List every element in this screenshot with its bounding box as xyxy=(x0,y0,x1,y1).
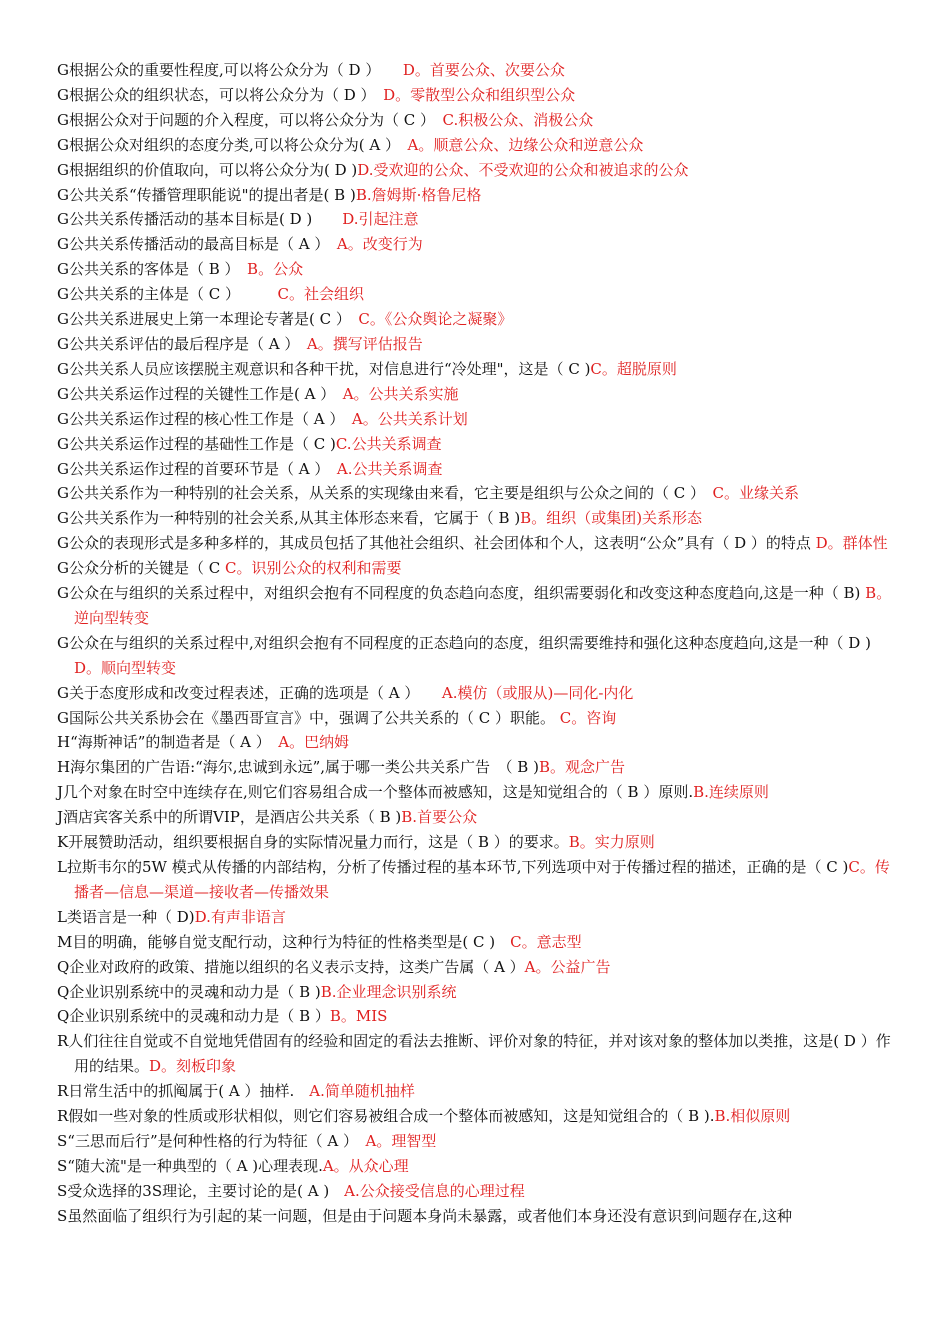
qa-entry xyxy=(57,581,893,631)
question-text: G公共关系的主体是（ C ） xyxy=(57,285,278,304)
question-text: G公共关系作为一种特别的社会关系,从其主体形态来看，它属于（ B ) xyxy=(57,509,521,528)
question-text: G公共关系评估的最后程序是（ A ） xyxy=(57,334,307,353)
qa-entry xyxy=(57,481,893,506)
answer-text: B.詹姆斯·格鲁尼格 xyxy=(355,185,482,204)
answer-text: C。《公众舆论之凝聚》 xyxy=(358,310,513,329)
answer-text: A。从众心理 xyxy=(322,1156,409,1175)
qa-entry xyxy=(57,133,893,158)
qa-entry xyxy=(57,506,893,531)
answer-text: C。意志型 xyxy=(510,932,582,951)
question-text: G国际公共关系协会在《墨西哥宣言》中，强调了公共关系的（ C ）职能。 xyxy=(57,708,560,727)
qa-entry xyxy=(57,631,893,681)
answer-text: B。观念广告 xyxy=(538,758,625,777)
answer-text: D.有声非语言 xyxy=(194,907,286,926)
qa-entry xyxy=(57,183,893,208)
question-text: L拉斯韦尔的5W 模式从传播的内部结构，分析了传播过程的基本环节,下列选项中对于传播过程的描述，正确的是（ C ) xyxy=(57,858,849,876)
question-text: J酒店宾客关系中的所谓VIP，是酒店公共关系（ B ) xyxy=(57,808,402,827)
answer-text: A。改变行为 xyxy=(336,235,423,254)
question-text: G公众分析的关键是（ C xyxy=(57,559,225,578)
qa-entry xyxy=(57,730,893,755)
question-text: G公共关系“传播管理职能说"的提出者是( B ) xyxy=(57,185,356,204)
qa-entry xyxy=(57,1129,893,1154)
answer-text: C。咨询 xyxy=(559,708,617,727)
qa-entry xyxy=(57,158,893,183)
answer-text: D。刻板印象 xyxy=(149,1057,237,1076)
qa-entry xyxy=(57,905,893,930)
answer-text: C。识别公众的权利和需要 xyxy=(225,559,402,578)
answer-text: A。公共关系计划 xyxy=(351,409,468,428)
answer-text: D。零散型公众和组织型公众 xyxy=(383,85,576,104)
question-text: Q企业对政府的政策、措施以组织的名义表示支持，这类广告属（ A ） xyxy=(57,957,525,976)
answer-text: D.受欢迎的公众、不受欢迎的公众和被追求的公众 xyxy=(357,160,689,179)
answer-text: C。超脱原则 xyxy=(590,359,677,378)
answer-text: B。公众 xyxy=(247,260,304,279)
answer-text: C.公共关系调查 xyxy=(335,434,442,453)
question-text: R日常生活中的抓阄属于( A ）抽样. xyxy=(57,1082,310,1101)
answer-text: A。公共关系实施 xyxy=(342,384,459,403)
qa-entry xyxy=(57,681,893,706)
question-text: G公共关系进展史上第一本理论专著是( C ） xyxy=(57,310,359,329)
qa-entry xyxy=(57,1179,893,1204)
qa-entry xyxy=(57,706,893,731)
answer-text: A.简单随机抽样 xyxy=(309,1082,415,1101)
qa-entry xyxy=(57,1029,893,1079)
answer-text: B.连续原则 xyxy=(693,783,769,802)
answer-text: B.相似原则 xyxy=(714,1107,791,1126)
qa-entry xyxy=(57,531,893,556)
question-text: G公共关系运作过程的关键性工作是( A ） xyxy=(57,384,343,403)
qa-entry xyxy=(57,207,893,232)
question-text: G公众在与组织的关系过程中,对组织会抱有不同程度的正态趋向的态度，组织需要维持和强化这种态度趋向,这是一种（ D ) xyxy=(57,633,871,652)
answer-text: B。实力原则 xyxy=(568,833,655,852)
question-text: H“海斯神话”的制造者是（ A ） xyxy=(57,733,279,752)
question-text: H海尔集团的广告语:“海尔,忠诚到永远”,属于哪一类公共关系广告 （ B ) xyxy=(57,758,539,777)
qa-entry xyxy=(57,930,893,955)
qa-entry xyxy=(57,955,893,980)
question-text: S“三思而后行”是何种性格的行为特征（ A ） xyxy=(57,1131,366,1150)
question-text: G公共关系运作过程的首要环节是（ A ） xyxy=(57,459,337,478)
answer-text: B。MIS xyxy=(329,1007,388,1026)
question-text: G公众的表现形式是多种多样的，其成员包括了其他社会组织、社会团体和个人，这表明“公众”具有（ D ）的特点 xyxy=(57,534,816,553)
answer-text: C.积极公众、消极公众 xyxy=(442,110,594,129)
answer-text: A。公益广告 xyxy=(524,957,611,976)
question-text: Q企业识别系统中的灵魂和动力是（ B ) xyxy=(57,982,321,1001)
qa-entry xyxy=(57,1104,893,1129)
question-text: G公共关系运作过程的核心性工作是（ A ） xyxy=(57,409,352,428)
answer-text: D。顺向型转变 xyxy=(74,658,177,677)
qa-entry xyxy=(57,232,893,257)
question-text: G根据公众的重要性程度,可以将公众分为（ D ） xyxy=(57,61,403,79)
qa-list xyxy=(57,58,893,1229)
question-text: J几个对象在时空中连续存在,则它们容易组合成一个整体而被感知，这是知觉组合的（ B ）原则. xyxy=(57,783,694,802)
qa-entry xyxy=(57,407,893,432)
qa-entry xyxy=(57,307,893,332)
question-text: G公共关系人员应该摆脱主观意识和各种干扰，对信息进行“冷处理"，这是（ C ) xyxy=(57,359,591,378)
qa-entry xyxy=(57,556,893,581)
qa-entry xyxy=(57,108,893,133)
qa-entry xyxy=(57,332,893,357)
question-text: R假如一些对象的性质或形状相似，则它们容易被组合成一个整体而被感知，这是知觉组合的（ B ). xyxy=(57,1107,715,1126)
answer-text: B.首要公众 xyxy=(401,808,478,827)
question-text: S“随大流"是一种典型的（ A )心理表现. xyxy=(57,1156,323,1175)
answer-text: B。组织（或集团)关系形态 xyxy=(520,509,703,528)
answer-text: B.企业理念识别系统 xyxy=(320,982,457,1001)
question-text: G根据公众的组织状态，可以将公众分为（ D ） xyxy=(57,85,384,104)
qa-entry xyxy=(57,83,893,108)
qa-entry xyxy=(57,1079,893,1104)
qa-entry xyxy=(57,357,893,382)
question-text: G公共关系作为一种特别的社会关系，从关系的实现缘由来看，它主要是组织与公众之间的（ C ） xyxy=(57,484,713,503)
qa-entry xyxy=(57,282,893,307)
answer-text: D。首要公众、次要公众 xyxy=(402,61,565,79)
qa-entry xyxy=(57,382,893,407)
answer-text: C。传播者—信息—渠道—接收者—传播效果 xyxy=(74,858,890,901)
answer-text: C。社会组织 xyxy=(277,285,364,304)
qa-entry xyxy=(57,257,893,282)
answer-text: A。撰写评估报告 xyxy=(306,334,423,353)
answer-text: A.公共关系调查 xyxy=(336,459,443,478)
question-text: K开展赞助活动，组织要根据自身的实际情况量力而行，这是（ B ）的要求。 xyxy=(57,833,569,852)
qa-entry xyxy=(57,980,893,1005)
qa-entry xyxy=(57,457,893,482)
answer-text: A。顺意公众、边缘公众和逆意公众 xyxy=(407,135,644,154)
qa-entry xyxy=(57,1204,893,1229)
question-text: G根据组织的价值取向，可以将公众分为( D ) xyxy=(57,160,358,179)
question-text: L类语言是一种（ D) xyxy=(57,907,195,926)
question-text: G根据公众对组织的态度分类,可以将公众分为( A ） xyxy=(57,135,408,154)
question-text: G公共关系运作过程的基础性工作是（ C ) xyxy=(57,434,336,453)
question-text: G公众在与组织的关系过程中，对组织会抱有不同程度的负态趋向态度，组织需要弱化和改变这种态度趋向,这是一种（ B) xyxy=(57,584,866,603)
answer-text: A.公众接受信息的心理过程 xyxy=(344,1181,525,1200)
answer-text: D。群体性 xyxy=(815,534,888,553)
qa-entry xyxy=(57,755,893,780)
qa-entry xyxy=(57,855,893,905)
answer-text: D.引起注意 xyxy=(342,210,419,229)
answer-text: C。业缘关系 xyxy=(712,484,799,503)
question-text: G公共关系的客体是（ B ） xyxy=(57,260,248,279)
qa-entry xyxy=(57,830,893,855)
question-text: S受众选择的3S理论，主要讨论的是( A ) xyxy=(57,1181,345,1200)
question-text: G公共关系传播活动的基本目标是( D ) xyxy=(57,210,343,229)
question-text: M目的明确，能够自觉支配行动，这种行为特征的性格类型是( C ) xyxy=(57,932,511,951)
answer-text: A.模仿（或服从)—同化-内化 xyxy=(441,683,634,702)
question-text: G关于态度形成和改变过程表述，正确的选项是（ A ） xyxy=(57,683,442,702)
qa-entry xyxy=(57,805,893,830)
qa-entry xyxy=(57,1004,893,1029)
qa-entry xyxy=(57,58,893,83)
qa-entry xyxy=(57,780,893,805)
qa-entry xyxy=(57,432,893,457)
answer-text: A。理智型 xyxy=(365,1131,437,1150)
question-text: G公共关系传播活动的最高目标是（ A ） xyxy=(57,235,337,254)
question-text: S虽然面临了组织行为引起的某一问题，但是由于问题本身尚未暴露，或者他们本身还没有意识到问题存在,这种 xyxy=(57,1206,793,1225)
question-text: Q企业识别系统中的灵魂和动力是（ B ） xyxy=(57,1007,330,1026)
answer-text: A。巴纳姆 xyxy=(278,733,350,752)
answer-text: B。逆向型转变 xyxy=(74,584,892,627)
question-text: G根据公众对于问题的介入程度，可以将公众分为（ C ） xyxy=(57,110,443,129)
qa-entry xyxy=(57,1154,893,1179)
question-text: R人们往往自觉或不自觉地凭借固有的经验和固定的看法去推断、评价对象的特征，并对该对象的整体加以类推，这是( D ）作用的结果。 xyxy=(57,1032,891,1076)
